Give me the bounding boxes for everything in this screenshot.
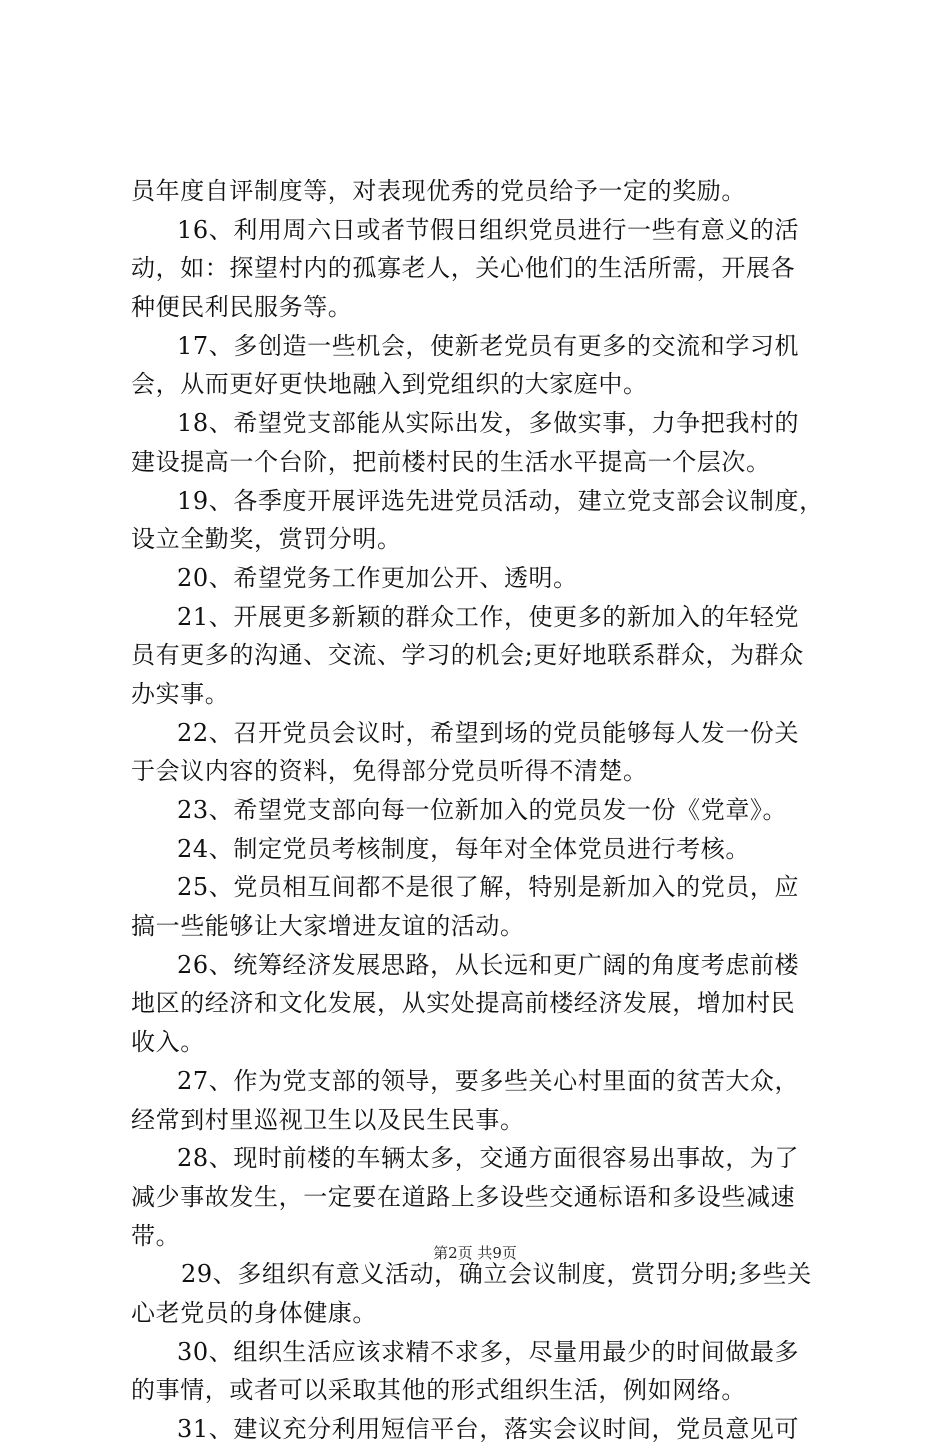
text-line: 28、现时前楼的车辆太多，交通方面很容易出事故，为了 — [177, 1144, 800, 1173]
text-line: 动，如：探望村内的孤寡老人，关心他们的生活所需，开展各 — [131, 254, 796, 283]
text-line: 17、多创造一些机会，使新老党员有更多的交流和学习机 — [177, 331, 800, 360]
text-line: 18、希望党支部能从实际出发，多做实事，力争把我村的 — [177, 409, 800, 438]
text-line: 29、多组织有意义活动，确立会议制度，赏罚分明;多些关 — [181, 1260, 812, 1289]
text-line: 带。 — [131, 1221, 181, 1250]
page-footer: 第2页 共9页 — [433, 1244, 517, 1262]
text-line: 25、党员相互间都不是很了解，特别是新加入的党员，应 — [177, 873, 800, 902]
text-line: 23、希望党支部向每一位新加入的党员发一份《党章》。 — [177, 796, 788, 824]
text-line: 员有更多的沟通、交流、学习的机会;更好地联系群众，为群众 — [131, 641, 804, 670]
text-line: 建设提高一个台阶，把前楼村民的生活水平提高一个层次。 — [131, 447, 771, 476]
text-line: 地区的经济和文化发展，从实处提高前楼经济发展，增加村民 — [131, 989, 796, 1018]
text-line: 的事情，或者可以采取其他的形式组织生活，例如网络。 — [131, 1376, 746, 1405]
text-line: 26、统筹经济发展思路，从长远和更广阔的角度考虑前楼 — [177, 950, 800, 979]
text-line: 经常到村里巡视卫生以及民生民事。 — [131, 1105, 525, 1134]
text-line: 种便民利民服务等。 — [131, 293, 353, 322]
text-line: 会，从而更好更快地融入到党组织的大家庭中。 — [131, 370, 648, 399]
text-line: 27、作为党支部的领导，要多些关心村里面的贫苦大众， — [177, 1066, 800, 1095]
text-line: 30、组织生活应该求精不求多，尽量用最少的时间做最多 — [177, 1337, 800, 1366]
text-line: 16、利用周六日或者节假日组织党员进行一些有意义的活 — [177, 215, 800, 244]
text-line: 心老党员的身体健康。 — [131, 1298, 377, 1327]
text-line: 员年度自评制度等，对表现优秀的党员给予一定的奖励。 — [131, 177, 746, 205]
text-line: 19、各季度开展评选先进党员活动，建立党支部会议制度， — [177, 486, 824, 515]
text-line: 收入。 — [131, 1028, 205, 1057]
text-line: 24、制定党员考核制度，每年对全体党员进行考核。 — [177, 834, 750, 863]
text-line: 办实事。 — [131, 679, 230, 708]
text-line: 22、召开党员会议时，希望到场的党员能够每人发一份关 — [177, 718, 800, 747]
text-line: 于会议内容的资料，免得部分党员听得不清楚。 — [131, 757, 648, 786]
text-line: 21、开展更多新颖的群众工作，使更多的新加入的年轻党 — [177, 602, 800, 631]
text-line: 31、建议充分利用短信平台，落实会议时间，党员意见可 — [177, 1415, 800, 1443]
text-line: 搞一些能够让大家增进友谊的活动。 — [131, 912, 525, 941]
text-line: 设立全勤奖，赏罚分明。 — [131, 525, 402, 554]
text-line: 减少事故发生，一定要在道路上多设些交通标语和多设些减速 — [131, 1182, 796, 1211]
text-line: 20、希望党务工作更加公开、透明。 — [177, 563, 578, 592]
